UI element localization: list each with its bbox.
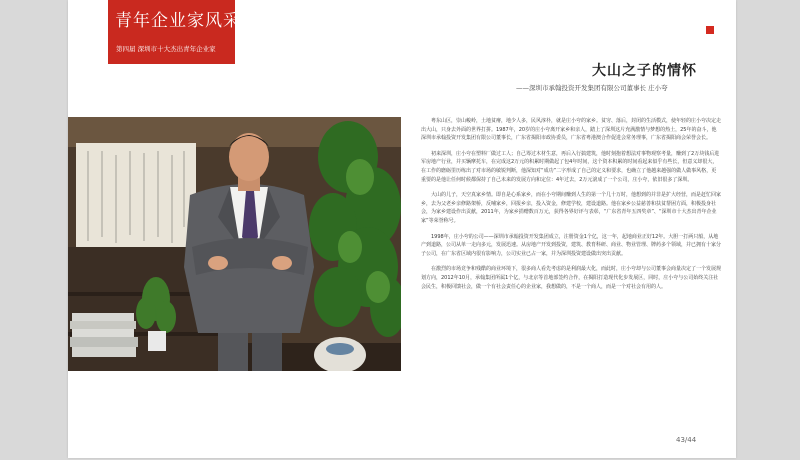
magazine-page xyxy=(68,0,736,458)
article-body xyxy=(421,117,721,298)
article-paragraph: 在激烈的市场竞争和残酷的商业环境下，很多商人看先考虑的是利润最大化，而此时，庄小夸却与公司董事会商量决定了一个发展规划方向，2012年10月，承翰集团所属1个亿，与北京等首地部签约合作，在揭阳打造现代化步发展区，同时，庄小夸与公司始终关注社会民生，积极回馈社会，做一个有社会责任心的企业家，我想做的，不是一个商人，而是一个对社会有用的人。 xyxy=(421,266,722,290)
corner-accent-square xyxy=(706,26,714,34)
article-byline: ——深圳市承翰投资开发集团有限公司董事长 庄小夸 xyxy=(516,84,668,92)
article-paragraph: 粤东山区，崇山峻岭，土地贫瘠，地少人多，民风淳朴，就是庄小夸的家乡。贫穷、落后，封闭的生活模式，使年轻的庄小夸决定走出大山，只身去外面的世界打拼。1987年，20岁的庄小夸离开家乡和亲人，踏上了深圳这片充满激情与梦想的热土，25年的奋斗，他深圳市承翰投资开发集团有限公司董事长，广东省揭阳市政协委员，广东省粤港澳合作促进会常务理事，广东省揭阳商会荣誉会长。 xyxy=(421,118,722,142)
article-title: 大山之子的情怀 xyxy=(592,63,697,79)
section-banner xyxy=(108,0,241,64)
page-number: 43/44 xyxy=(676,436,697,444)
article-paragraph: 1998年，庄小夸的公司——深圳市承翰投资开发集团成立，注册资金1个亿，这一年，起地商业正好12年。大胆一打两只船，从地产到道路，公司从单一走向多元，发展迅速。从房地产开发到投资，建筑、教育科研、商业、物业管理、牌药多个领域，并已拥有十家分子公司，在广东省区域内很有影响力，公司实业已占一家，并为深圳投资建设做出突出贡献。 xyxy=(421,233,722,257)
portrait-photo xyxy=(68,117,401,371)
article-paragraph: 大山的儿子，天空真家乡情。即自是心系家乡，而在小夸期间赚到人生的第一个几十万时，他想到的并非是扩大经营，而是赶忙回家乡，去为父老乡亲修路架桥，反哺家乡，回报乡亲，投入资金，修建学校，建设道路。他在家乡公益慈善和扶贫帮困方面，积极投身社会，为家乡建设作出贡献，2011年，为家乡捐赠数百万元，获得各界好评与表彰，“广东省青年五四奖章”、“深圳市十大杰出青年企业家”等荣誉称号。 xyxy=(421,192,722,224)
banner-subtitle: 第四届 深圳市十大杰出青年企业家 xyxy=(116,45,216,53)
banner-title: 青年企业家风采 xyxy=(115,11,241,31)
article-paragraph: 初来深圳，庄小夸在塑料厂做过工人；自己筹过木材生意，再后入行搞建筑，他时刻抱着想法对事物观察考量，赚到了2万块钱后进军房地产行业，并买辆摩托车，在完成这2万元的积累时期做起了包4年时间，这个资本积累的时间看起来似乎有些长，但意义却很大，在工作的磨砺里历练出了对市场的敏锐判断，他深知对“成功”二字形成了自己的定义和要求，也确立了他越来越强的做人做事风格，更重要的是他让任何时候都保持了自己未来的发展方向和定位：4年过去，2万元滚成了一个公司，庄小夸，依旧很多了深圳。 xyxy=(421,150,720,183)
